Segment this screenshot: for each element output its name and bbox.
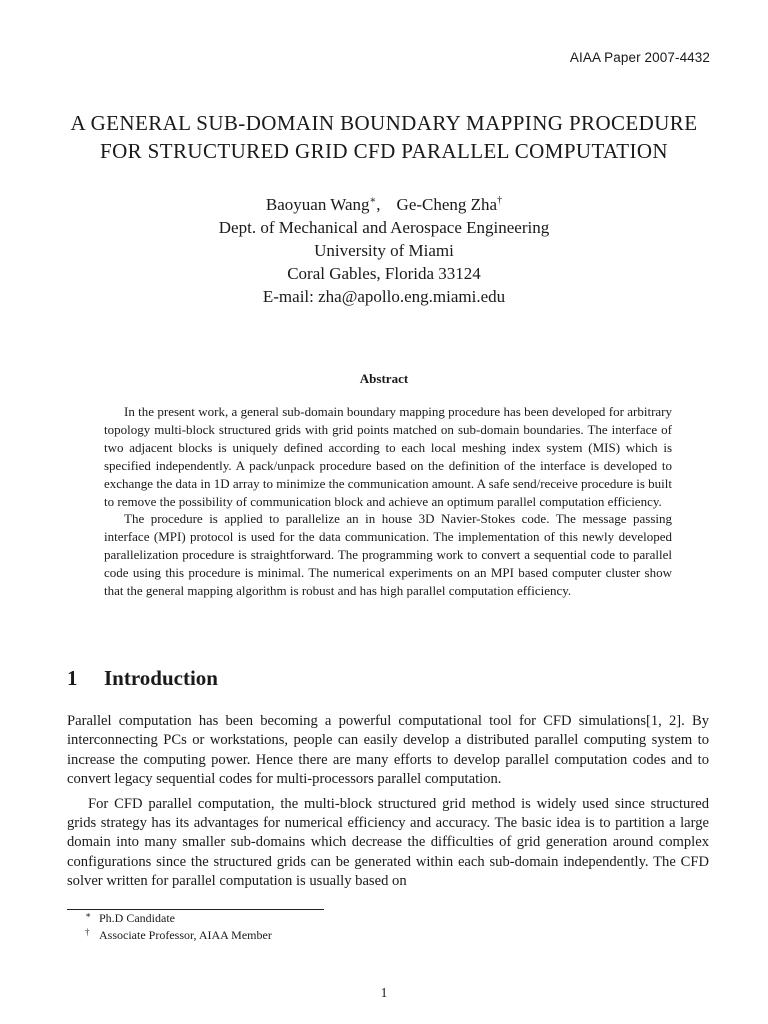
footnote-2-text: Associate Professor, AIAA Member	[99, 927, 272, 942]
paper-title	[0, 109, 768, 165]
author-1-footnote-mark[interactable]: ∗	[369, 195, 377, 206]
title-line-2: FOR STRUCTURED GRID CFD PARALLEL COMPUTATION	[99, 139, 668, 163]
author-1-name: Baoyuan Wang	[265, 195, 370, 214]
footnote-2: † Associate Professor, AIAA Member	[85, 926, 272, 942]
introduction-body	[67, 712, 709, 892]
abstract-heading: Abstract	[359, 371, 409, 386]
author-block	[0, 193, 768, 308]
title-line-1: A GENERAL SUB-DOMAIN BOUNDARY MAPPING PROCEDURE	[70, 111, 698, 135]
section-heading-introduction	[67, 666, 218, 691]
author-2-footnote-mark[interactable]: †	[497, 195, 503, 206]
footnote-1: ∗ Ph.D Candidate	[85, 910, 175, 925]
section-number: 1	[67, 666, 78, 690]
abstract-body	[104, 403, 672, 600]
body-paragraph-1: Parallel computation has been becoming a powerful computational tool for CFD simulations[1, 2]. By interconnecting PCs or workstations, people can easily develop a distributed parallel computing system to increase the computing power. Hence there are many efforts to develop parallel computation codes and to convert legacy sequential codes for multi-processors parallel computation.	[67, 713, 709, 788]
body-paragraph-2: For CFD parallel computation, the multi-block structured grid method is widely used since structured grids strategy has its advantages for numerical efficiency and accuracy. The basic idea is to partition a large domain into many smaller sub-domains which decrease the difficulties of grid generation around complex configurations since the structured grids can be generated within each sub-domain independently. The CFD solver written for parallel computation is usually based on	[67, 795, 709, 890]
footnote-1-text: Ph.D Candidate	[99, 911, 175, 925]
paper-id: AIAA Paper 2007-4432	[569, 50, 710, 65]
section-title: Introduction	[104, 666, 218, 690]
author-location: Coral Gables, Florida 33124	[287, 264, 481, 283]
author-department: Dept. of Mechanical and Aerospace Engineering	[218, 218, 550, 237]
author-2-name: Ge-Cheng Zha	[396, 195, 498, 214]
abstract-paragraph-2: The procedure is applied to parallelize an in house 3D Navier-Stokes code. The message passing interface (MPI) protocol is used for the data communication. The implementation of this newly developed parallelization procedure is straightforward. The programming work to convert a sequential code to parallel code using this procedure is minimal. The numerical experiments on an MPI based computer cluster show that the general mapping algorithm is robust and has high parallel computation efficiency.	[104, 511, 672, 599]
author-names	[0, 193, 768, 216]
page-number: 1	[380, 985, 388, 1000]
abstract-paragraph-1: In the present work, a general sub-domain boundary mapping procedure has been developed for arbitrary topology multi-block structured grids with grid points matched on sub-domain boundaries. The interface of two adjacent blocks is uniquely defined according to each local meshing index system (MIS) which is specified independently. A pack/unpack procedure based on the definition of the interface is developed to exchange the data in 1D array to minimize the communication amount. A safe send/receive procedure is built to remove the possibility of communication block and achieve an optimum parallel computation efficiency.	[104, 404, 672, 509]
footnotes	[85, 910, 272, 943]
author-1-comma: ,	[376, 195, 381, 214]
author-email[interactable]: E-mail: zha@apollo.eng.miami.edu	[262, 287, 506, 306]
author-university: University of Miami	[314, 241, 454, 260]
